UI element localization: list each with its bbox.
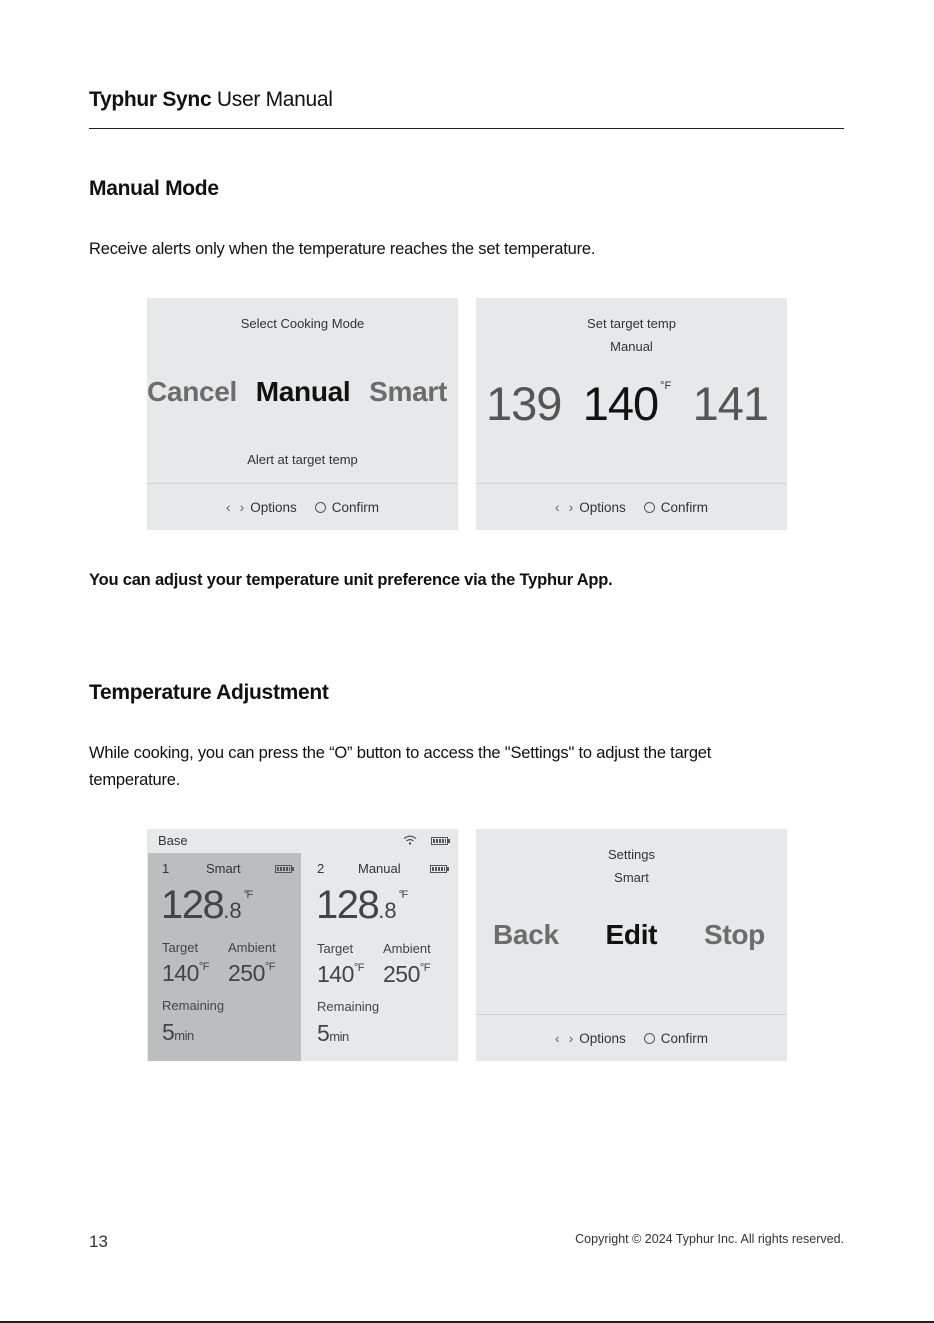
probe-battery-icon bbox=[430, 865, 447, 873]
probe-mode: Smart bbox=[206, 861, 241, 876]
remaining-label: Remaining bbox=[162, 998, 225, 1013]
option-edit[interactable]: Edit bbox=[605, 919, 658, 950]
screen-title: Select Cooking Mode bbox=[240, 316, 365, 331]
manual-mode-description: Receive alerts only when the temperature reaches the set temperature. bbox=[89, 240, 596, 258]
ambient-label: Ambient bbox=[383, 941, 431, 956]
page-number: 13 bbox=[89, 1232, 108, 1251]
left-right-arrows-icon: ‹ › bbox=[554, 1030, 574, 1046]
screen-subtitle: Alert at target temp bbox=[247, 452, 358, 467]
battery-icon bbox=[431, 837, 448, 845]
remaining-value: 5min bbox=[317, 1020, 349, 1046]
manual-mode-heading: Manual Mode bbox=[89, 177, 219, 200]
temperature-adjustment-heading: Temperature Adjustment bbox=[89, 681, 329, 704]
probe-battery-icon bbox=[275, 865, 292, 873]
temp-values bbox=[476, 376, 787, 431]
probe-card-1[interactable] bbox=[148, 853, 301, 1061]
probe-card-2[interactable] bbox=[303, 853, 458, 1061]
remaining-value: 5min bbox=[162, 1019, 194, 1045]
target-temp-screen bbox=[476, 298, 787, 530]
circle-button-icon bbox=[644, 1033, 655, 1044]
confirm-label: Confirm bbox=[660, 499, 709, 515]
confirm-label: Confirm bbox=[331, 499, 380, 515]
screen-mode: Manual bbox=[610, 339, 653, 354]
temp-value-prev[interactable]: 139 bbox=[486, 377, 562, 430]
option-back[interactable]: Back bbox=[493, 919, 559, 950]
probe-mode: Manual bbox=[358, 861, 401, 876]
temp-value-selected: 140 bbox=[582, 377, 659, 430]
temperature-adjustment-description: While cooking, you can press the “O” button to access the "Settings" to adjust the target temperature. bbox=[89, 744, 712, 789]
wifi-icon bbox=[403, 835, 417, 845]
option-smart[interactable]: Smart bbox=[369, 376, 447, 407]
option-cancel[interactable]: Cancel bbox=[147, 376, 238, 407]
ambient-value: $250^{^\circ F}$ bbox=[383, 961, 430, 987]
base-label: Base bbox=[158, 833, 188, 848]
copyright-notice: Copyright © 2024 Typhur Inc. All rights reserved. bbox=[575, 1232, 844, 1246]
settings-options bbox=[476, 919, 787, 951]
ambient-value: $250^{^\circ F}$ bbox=[228, 960, 275, 986]
probe-id: 2 bbox=[317, 861, 325, 876]
remaining-label: Remaining bbox=[317, 999, 380, 1014]
target-value: $140^{^\circ F}$ bbox=[317, 961, 364, 987]
screen-title: Settings bbox=[608, 847, 655, 862]
temp-unit: °F bbox=[660, 380, 672, 392]
mode-options bbox=[147, 376, 458, 408]
screen-footer bbox=[147, 483, 458, 530]
header-divider bbox=[89, 128, 844, 129]
screen-footer bbox=[476, 1014, 787, 1061]
temp-value-selected-wrap[interactable] bbox=[583, 376, 672, 431]
probe-temperature: $128.8^{^\circ F}$ bbox=[161, 883, 252, 927]
target-label: Target bbox=[317, 941, 354, 956]
cooking-status-screen bbox=[147, 829, 458, 1061]
target-label: Target bbox=[162, 940, 199, 955]
status-bar bbox=[147, 829, 458, 851]
screen-mode: Smart bbox=[614, 870, 649, 885]
circle-button-icon bbox=[315, 502, 326, 513]
screen-footer bbox=[476, 483, 787, 530]
left-right-arrows-icon: ‹ › bbox=[225, 499, 245, 515]
option-manual[interactable]: Manual bbox=[255, 376, 351, 407]
ambient-label: Ambient bbox=[228, 940, 276, 955]
unit-preference-note: You can adjust your temperature unit preference via the Typhur App. bbox=[89, 571, 613, 589]
cooking-mode-screen bbox=[147, 298, 458, 530]
options-label: Options bbox=[579, 499, 626, 515]
left-right-arrows-icon: ‹ › bbox=[554, 499, 574, 515]
temp-value-next[interactable]: 141 bbox=[692, 377, 768, 430]
probe-temperature: $128.8^{^\circ F}$ bbox=[316, 883, 407, 927]
probe-id: 1 bbox=[162, 861, 170, 876]
settings-screen bbox=[476, 829, 787, 1061]
confirm-label: Confirm bbox=[660, 1030, 709, 1046]
target-value: $140^{^\circ F}$ bbox=[162, 960, 209, 986]
manual-title: User Manual bbox=[216, 88, 333, 111]
options-label: Options bbox=[250, 499, 297, 515]
screen-title: Set target temp bbox=[587, 316, 676, 331]
circle-button-icon bbox=[644, 502, 655, 513]
document-header bbox=[89, 88, 333, 112]
brand-name: Typhur Sync bbox=[89, 88, 212, 111]
options-label: Options bbox=[579, 1030, 626, 1046]
option-stop[interactable]: Stop bbox=[703, 919, 765, 950]
